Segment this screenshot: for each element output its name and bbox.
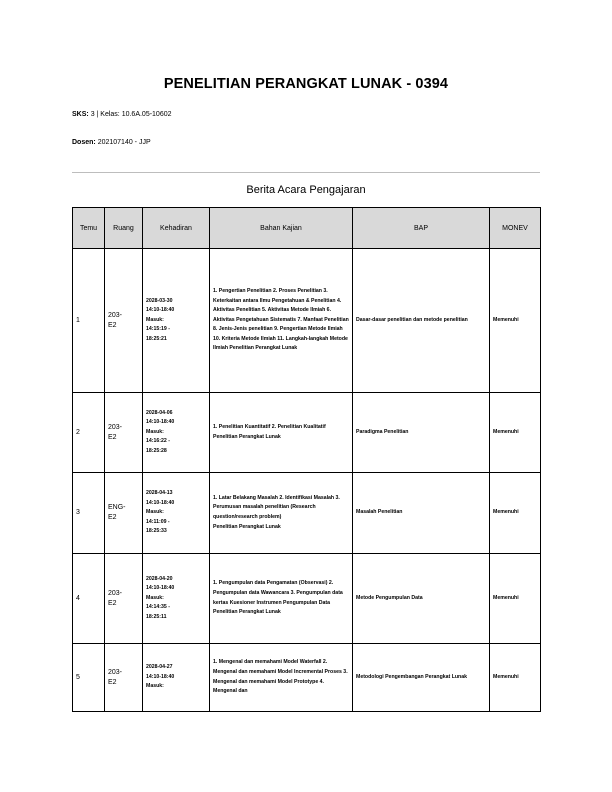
cell-monev: Memenuhi (490, 644, 541, 712)
cell-bahan-kajian: 1. Pengertian Penelitian 2. Proses Penelitian 3. Keterkaitan antara Ilmu Pengetahuan & Penelitian 4. Aktivitas Penelitian 5. Aktivitas Metode Ilmiah 6. Aktivitas Pengetahuan Sistematis 7. Manfaat Penelitian 8. Jenis-Jenis penelitian 9. Pengertian Metode Ilmiah 10. Kriteria Metode Ilmiah 11. Langkah-langkah Metode Ilmiah Penelitian Perangkat Lunak (210, 249, 353, 393)
cell-ruang: ENG- E2 (105, 473, 143, 554)
table-row (73, 393, 541, 473)
header-ruang: Ruang (105, 208, 143, 249)
cell-monev: Memenuhi (490, 393, 541, 473)
cell-kehadiran: 2028-03-30 14:10-18:40 Masuk: 14:15:19 - 18:25:21 (143, 249, 210, 393)
cell-bap: Metodologi Pengembangan Perangkat Lunak (353, 644, 490, 712)
cell-ruang: 203- E2 (105, 644, 143, 712)
section-title: Berita Acara Pengajaran (246, 184, 366, 196)
header-bahan-kajian: Bahan Kajian (210, 208, 353, 249)
header-monev: MONEV (490, 208, 541, 249)
cell-kehadiran: 2028-04-13 14:10-18:40 Masuk: 14:11:09 - 18:25:33 (143, 473, 210, 554)
cell-bap: Metode Pengumpulan Data (353, 554, 490, 644)
cell-temu: 3 (73, 473, 105, 554)
cell-monev: Memenuhi (490, 554, 541, 644)
cell-bahan-kajian: 1. Penelitian Kuantitatif 2. Penelitian Kualitatif Penelitian Perangkat Lunak (210, 393, 353, 473)
cell-bap: Dasar-dasar penelitian dan metode penelitian (353, 249, 490, 393)
header-temu: Temu (73, 208, 105, 249)
cell-bap: Masalah Penelitian (353, 473, 490, 554)
dosen-label: Dosen: (72, 139, 96, 146)
cell-bap: Paradigma Penelitian (353, 393, 490, 473)
cell-bahan-kajian: 1. Mengenal dan memahami Model Waterfall 2. Mengenal dan memahami Model Incremental Proses 3. Mengenal dan memahami Model Prototype 4. Mengenal dan (210, 644, 353, 712)
cell-bahan-kajian: 1. Pengumpulan data Pengamatan (Observasi) 2. Pengumpulan data Wawancara 3. Pengumpulan data kertas Kuesioner Instrumen Pengumpulan Data Penelitian Perangkat Lunak (210, 554, 353, 644)
cell-temu: 1 (73, 249, 105, 393)
cell-ruang: 203- E2 (105, 393, 143, 473)
course-info (72, 111, 172, 118)
sks-label: SKS: (72, 111, 89, 118)
cell-monev: Memenuhi (490, 249, 541, 393)
table-header-row (73, 208, 541, 249)
header-kehadiran: Kehadiran (143, 208, 210, 249)
cell-kehadiran: 2028-04-27 14:10-18:40 Masuk: (143, 644, 210, 712)
cell-temu: 4 (73, 554, 105, 644)
table-row (73, 644, 541, 712)
cell-temu: 5 (73, 644, 105, 712)
table-row (73, 249, 541, 393)
cell-ruang: 203- E2 (105, 554, 143, 644)
cell-monev: Memenuhi (490, 473, 541, 554)
dosen-value: 202107140 - JJP (97, 139, 151, 146)
document-title: PENELITIAN PERANGKAT LUNAK - 0394 (163, 76, 449, 92)
header-bap: BAP (353, 208, 490, 249)
cell-kehadiran: 2028-04-06 14:10-18:40 Masuk: 14:16:22 - 18:25:28 (143, 393, 210, 473)
cell-kehadiran: 2028-04-20 14:10-18:40 Masuk: 14:14:35 - 18:25:11 (143, 554, 210, 644)
table-row (73, 473, 541, 554)
cell-ruang: 203- E2 (105, 249, 143, 393)
table-row (73, 554, 541, 644)
cell-bahan-kajian: 1. Latar Belakang Masalah 2. Identifikasi Masalah 3. Perumusan masalah penelitian (Research question/research problem) Penelitian Perangkat Lunak (210, 473, 353, 554)
lecturer-info (72, 139, 151, 146)
teaching-record-table (72, 207, 541, 712)
cell-temu: 2 (73, 393, 105, 473)
divider (72, 172, 540, 173)
sks-value: 3 | Kelas: 10.6A.05-10602 (90, 111, 172, 118)
